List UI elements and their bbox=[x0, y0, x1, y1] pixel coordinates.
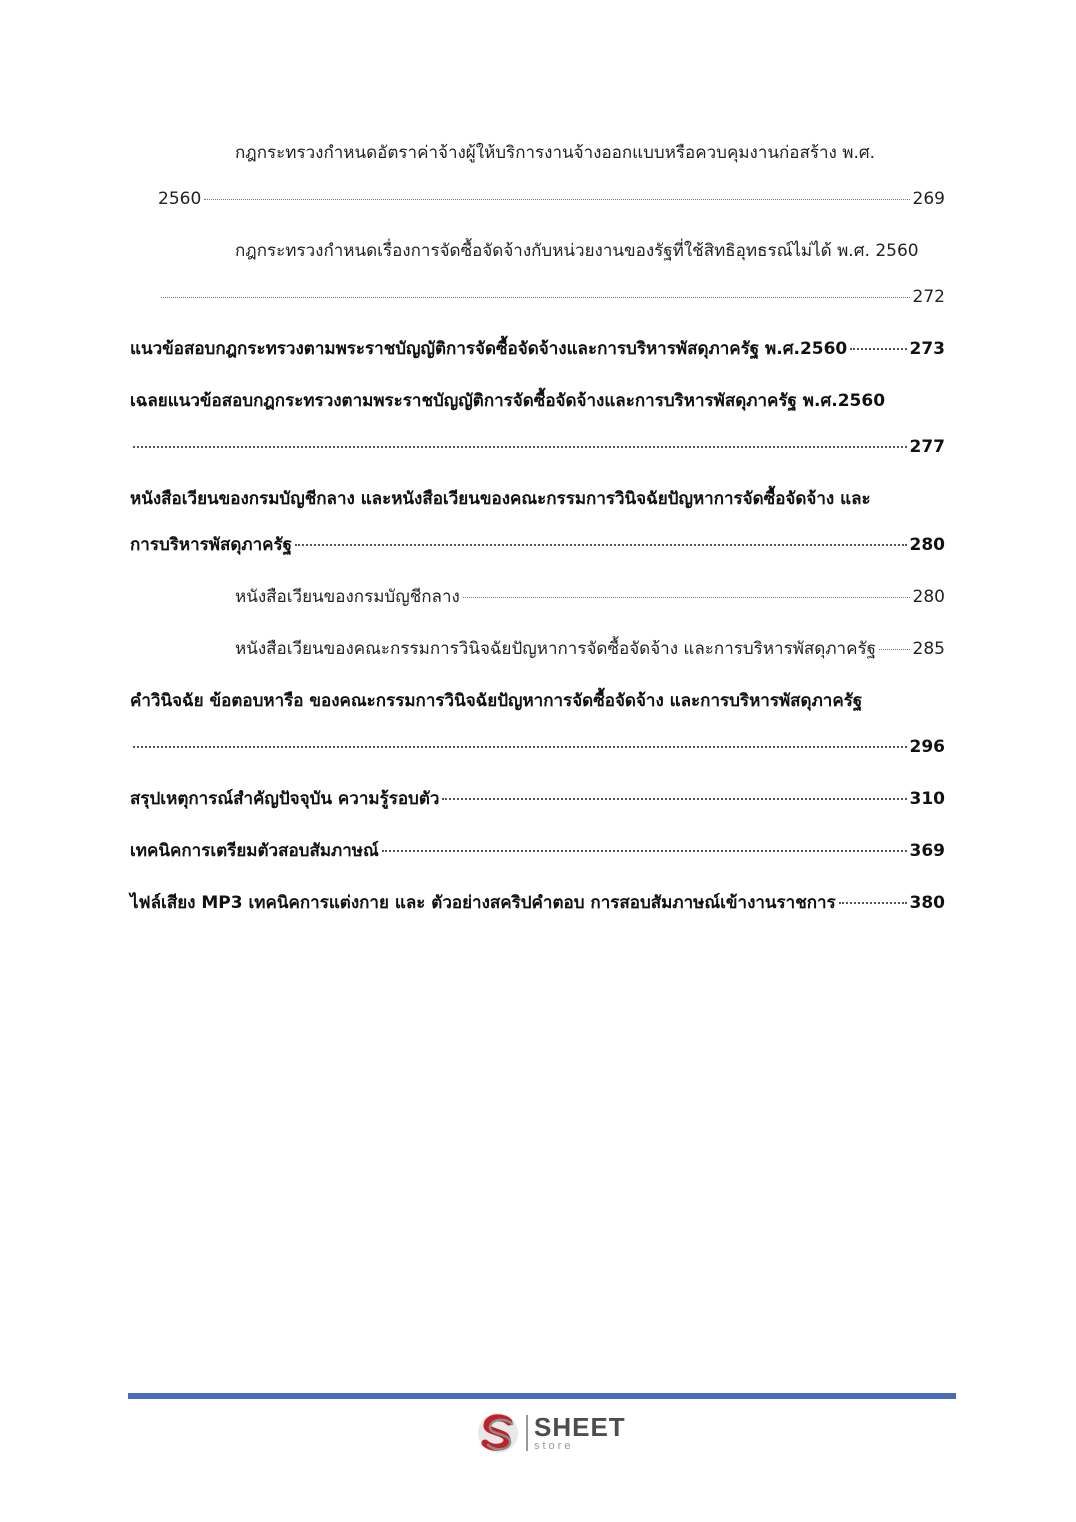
toc-page-number: 296 bbox=[909, 737, 945, 757]
dot-leader bbox=[382, 850, 907, 852]
footer-rule bbox=[128, 1393, 956, 1399]
toc-entry-title: แนวข้อสอบกฎกระทรวงตามพระราชบัญญัติการจัดซื้อจัดจ้างและการบริหารพัสดุภาครัฐ พ.ศ.2560 bbox=[130, 339, 848, 359]
dot-leader bbox=[879, 649, 910, 650]
toc-entry-title: หนังสือเวียนของกรมบัญชีกลาง bbox=[235, 587, 460, 607]
toc-entry-title: สรุปเหตุการณ์สำคัญปัจจุบัน ความรู้รอบตัว bbox=[130, 789, 440, 809]
toc-page-number: 380 bbox=[909, 893, 945, 913]
toc-entry-title: หนังสือเวียนของคณะกรรมการวินิจฉัยปัญหาการจัดซื้อจัดจ้าง และการบริหารพัสดุภาครัฐ bbox=[235, 639, 876, 659]
toc-page-number: 272 bbox=[912, 287, 945, 307]
toc-page-number: 285 bbox=[912, 639, 945, 659]
toc-entry[interactable] bbox=[130, 130, 945, 222]
logo-brand-text: SHEET bbox=[534, 1412, 626, 1442]
sheet-store-logo-icon bbox=[476, 1410, 520, 1456]
dot-leader bbox=[161, 297, 910, 298]
toc-entry[interactable] bbox=[130, 326, 945, 372]
toc-entry[interactable] bbox=[130, 378, 945, 470]
toc-entry[interactable] bbox=[130, 626, 945, 672]
logo-divider bbox=[526, 1415, 528, 1451]
toc-entry-title: เฉลยแนวข้อสอบกฎกระทรวงตามพระราชบัญญัติการจัดซื้อจัดจ้างและการบริหารพัสดุภาครัฐ พ.ศ.2560 bbox=[130, 391, 886, 411]
toc-entry-title: กฎกระทรวงกำหนดเรื่องการจัดซื้อจัดจ้างกับหน่วยงานของรัฐที่ใช้สิทธิอุทธรณ์ไม่ได้ พ.ศ. 2560 bbox=[235, 241, 919, 261]
dot-leader bbox=[463, 597, 910, 598]
toc-entry-title: กฎกระทรวงกำหนดอัตราค่าจ้างผู้ให้บริการงานจ้างออกแบบหรือควบคุมงานก่อสร้าง พ.ศ. bbox=[235, 143, 876, 163]
dot-leader bbox=[850, 348, 906, 350]
dot-leader bbox=[133, 446, 907, 448]
toc-page-number: 310 bbox=[909, 789, 945, 809]
toc-entry[interactable] bbox=[130, 228, 945, 320]
toc-entry[interactable] bbox=[130, 880, 945, 926]
toc-page-number: 280 bbox=[912, 587, 945, 607]
toc-entry[interactable] bbox=[130, 776, 945, 822]
toc-entry[interactable] bbox=[130, 476, 945, 568]
toc-entry-title: หนังสือเวียนของกรมบัญชีกลาง และหนังสือเวียนของคณะกรรมการวินิจฉัยปัญหาการจัดซื้อจัดจ้าง และ bbox=[130, 489, 871, 509]
toc-page-number: 369 bbox=[909, 841, 945, 861]
toc-entry[interactable] bbox=[130, 678, 945, 770]
toc-entry-title-cont: 2560 bbox=[158, 189, 202, 209]
toc-entry[interactable] bbox=[130, 574, 945, 620]
toc-entry-title-cont: การบริหารพัสดุภาครัฐ bbox=[130, 535, 293, 555]
toc-entry-title: เทคนิคการเตรียมตัวสอบสัมภาษณ์ bbox=[130, 841, 379, 861]
dot-leader bbox=[295, 544, 906, 546]
footer-logo bbox=[476, 1410, 626, 1456]
toc-page-number: 269 bbox=[912, 189, 945, 209]
dot-leader bbox=[133, 746, 907, 748]
toc-page-number: 280 bbox=[909, 535, 945, 555]
dot-leader bbox=[839, 902, 907, 904]
toc-entry-title: ไฟล์เสียง MP3 เทคนิคการแต่งกาย และ ตัวอย่างสคริปคำตอบ การสอบสัมภาษณ์เข้างานราชการ bbox=[130, 893, 836, 913]
toc-entry[interactable] bbox=[130, 828, 945, 874]
toc-page-number: 273 bbox=[909, 339, 945, 359]
toc-entry-title: คำวินิจฉัย ข้อตอบหารือ ของคณะกรรมการวินิจฉัยปัญหาการจัดซื้อจัดจ้าง และการบริหารพัสดุภาครัฐ bbox=[130, 691, 863, 711]
logo-tagline: store bbox=[534, 1440, 574, 1452]
dot-leader bbox=[442, 798, 906, 800]
toc-page-number: 277 bbox=[909, 437, 945, 457]
dot-leader bbox=[204, 199, 909, 200]
table-of-contents bbox=[130, 130, 945, 926]
